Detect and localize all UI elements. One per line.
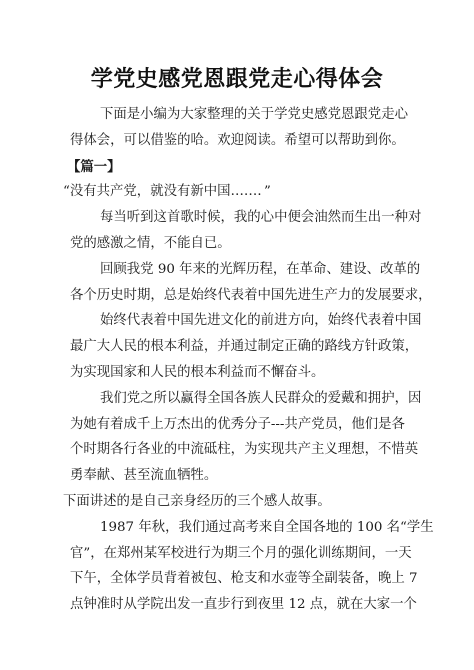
paragraph-line: 个时期各行各业的中流砥柱，为实现共产主义理想，不惜英 bbox=[70, 442, 419, 457]
paragraph-line: 1987 年秋，我们通过高考来自全国各地的 100 名“学生 bbox=[100, 520, 434, 535]
paragraph-line: 为实现国家和人民的根本利益而不懈奋斗。 bbox=[70, 365, 325, 380]
paragraph-line: 下午，全体学员背着被包、枪支和水壶等全副装备，晚上 7 bbox=[70, 571, 418, 586]
paragraph-line: 我们党之所以赢得全国各族人民群众的爱戴和拥护，因 bbox=[100, 391, 422, 406]
section-heading: 【篇一】 bbox=[67, 159, 121, 175]
paragraph-line: 党的感激之情，不能自已。 bbox=[70, 236, 231, 251]
document-title: 学党史感党恩跟党走心得体会 bbox=[90, 66, 384, 92]
paragraph-line: 勇奉献、甚至流血牺牲。 bbox=[70, 468, 218, 483]
paragraph-line: 为她有着成千上万杰出的优秀分子---共产党员，他们是各 bbox=[70, 417, 405, 432]
paragraph-line: 下面是小编为大家整理的关于学党史感党恩跟党走心 bbox=[100, 107, 408, 122]
paragraph-line: 下面讲述的是自己亲身经历的三个感人故事。 bbox=[63, 494, 331, 509]
paragraph-line: 每当听到这首歌时候，我的心中便会油然而生出一种对 bbox=[100, 210, 422, 225]
paragraph-line: 最广大人民的根本利益，并通过制定正确的路线方针政策， bbox=[70, 339, 419, 354]
paragraph-line: 官”，在郑州某军校进行为期三个月的强化训练期间，一天 bbox=[70, 546, 412, 561]
paragraph-line: 得体会，可以借鉴的哈。欢迎阅读。希望可以帮助到你。 bbox=[70, 133, 405, 148]
paragraph-line: 各个历史时期，总是始终代表着中国先进生产力的发展要求， bbox=[70, 288, 432, 303]
paragraph-line: “没有共产党，就没有新中国……．” bbox=[63, 184, 271, 199]
paragraph-line: 始终代表着中国先进文化的前进方向，始终代表着中国 bbox=[100, 313, 422, 328]
paragraph-line: 点钟准时从学院出发一直步行到夜里 12 点，就在大家一个 bbox=[70, 597, 417, 612]
paragraph-line: 回顾我党 90 年来的光辉历程，在革命、建设、改革的 bbox=[100, 262, 421, 277]
